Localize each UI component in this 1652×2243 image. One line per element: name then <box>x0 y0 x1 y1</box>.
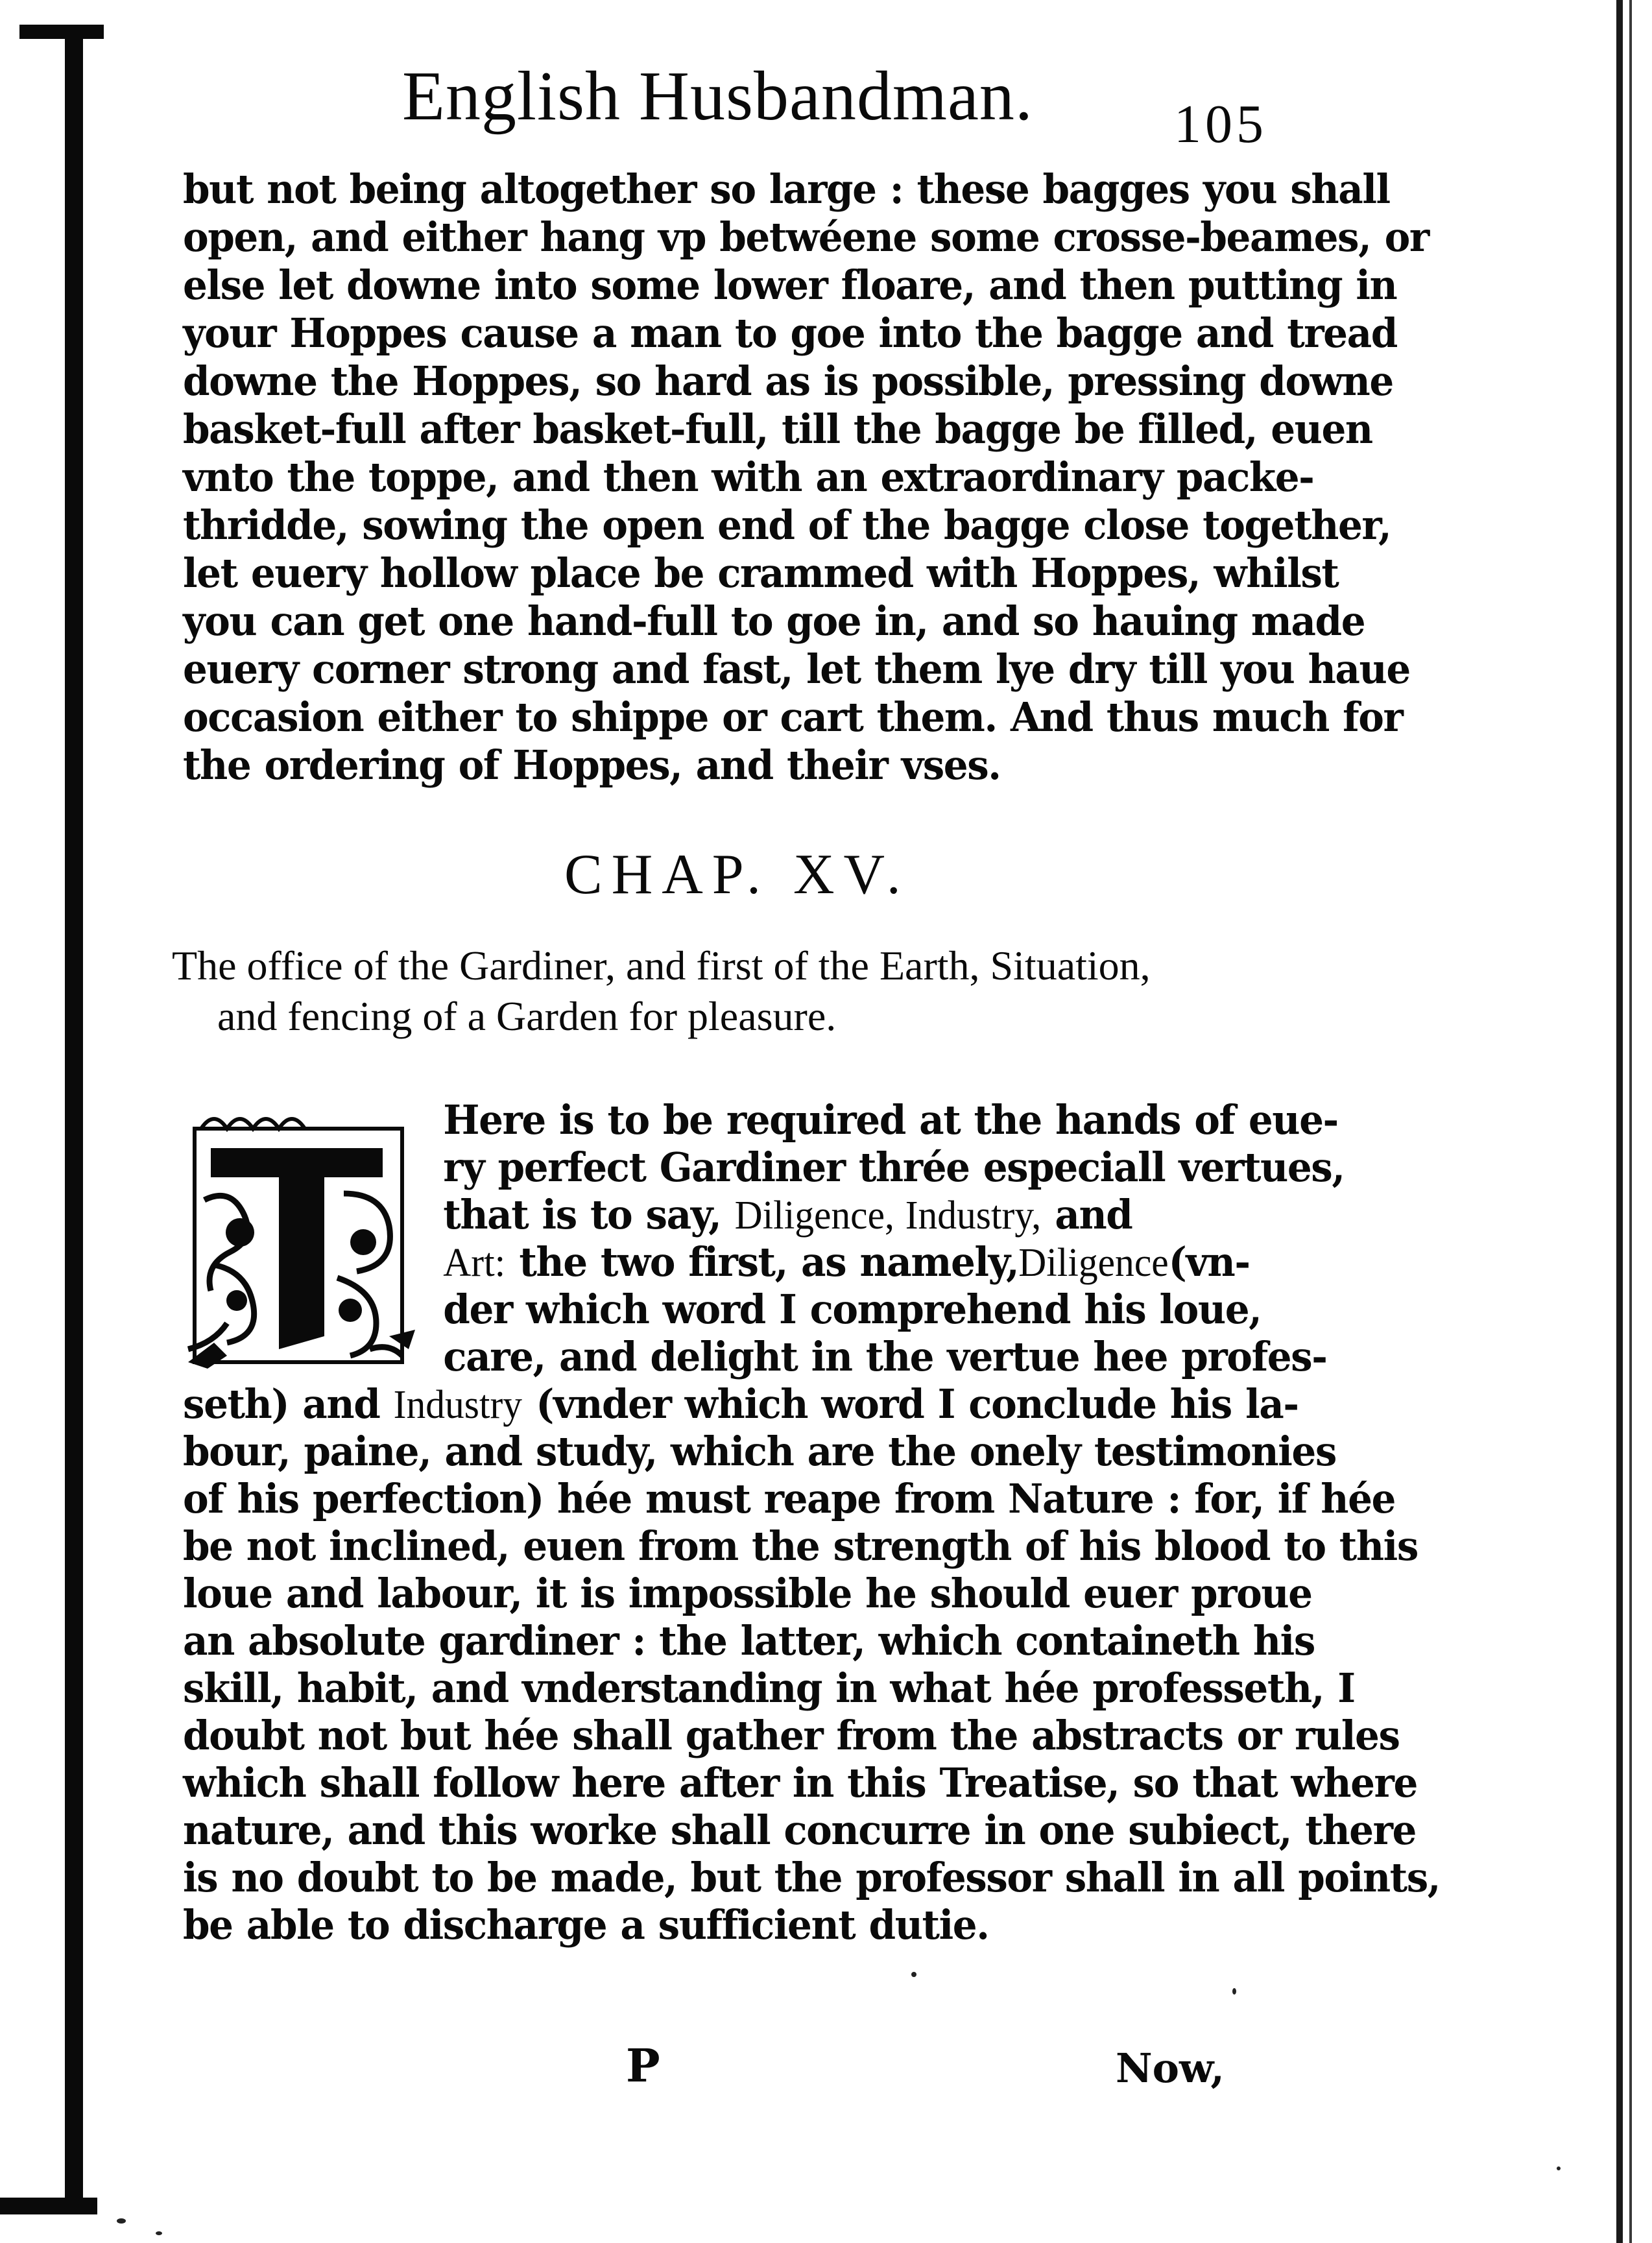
text-line: care, and delight in the vertue hee profes- <box>443 1333 1327 1380</box>
signature-mark: P <box>626 2039 660 2093</box>
continued-text-block <box>183 165 1481 789</box>
text-line <box>183 1238 1440 1286</box>
text-line: vnto the toppe, and then with an extraordinary packe- <box>183 453 1314 501</box>
text-fragment: Industry <box>393 1383 523 1427</box>
text-line: doubt not but hée shall gather from the abstracts or rules <box>183 1712 1400 1759</box>
chapter-title-line-1: The office of the Gardiner, and first of the Earth, Situation, <box>172 942 1151 989</box>
text-line: bour, paine, and study, which are the onely testimonies <box>183 1428 1336 1475</box>
text-line: nature, and this worke shall concurre in one subiect, there <box>183 1806 1416 1854</box>
text-line: the ordering of Hoppes, and their vses. <box>183 741 1001 789</box>
text-fragment: Art: <box>443 1241 506 1285</box>
catchword: Now, <box>1116 2045 1225 2092</box>
text-line: let euery hollow place be crammed with Hoppes, whilst <box>183 549 1339 597</box>
text-fragment: (vnder which word I conclude his la- <box>536 1380 1299 1428</box>
page-number: 105 <box>1174 94 1267 154</box>
text-line: skill, habit, and vnderstanding in what hée professeth, I <box>183 1664 1355 1712</box>
scan-speck <box>911 1972 916 1977</box>
chapter-heading: CHAP. XV. <box>564 843 910 906</box>
text-fragment: and <box>1055 1191 1132 1238</box>
chapter-title <box>172 941 1151 1042</box>
text-line: downe the Hoppes, so hard as is possible, pressing downe <box>183 357 1393 405</box>
scan-speck <box>117 2218 126 2224</box>
text-line: Here is to be required at the hands of eue- <box>443 1096 1338 1144</box>
text-line: else let downe into some lower floare, and then putting in <box>183 261 1397 309</box>
text-line: ry perfect Gardiner thrée especiall vertues, <box>443 1144 1345 1191</box>
scan-speck <box>1557 2166 1561 2170</box>
text-fragment: Diligence, Industry, <box>734 1193 1042 1238</box>
text-line: your Hoppes cause a man to goe into the bagge and tread <box>183 309 1397 357</box>
scan-speck <box>1232 1988 1236 1995</box>
text-fragment: that is to say, <box>443 1191 721 1238</box>
scan-edge-right <box>1616 0 1623 2243</box>
text-fragment: (vn- <box>1168 1238 1250 1286</box>
text-line: thridde, sowing the open end of the bagge close together, <box>183 501 1391 549</box>
text-line: an absolute gardiner : the latter, which containeth his <box>183 1617 1315 1664</box>
text-line: of his perfection) hée must reape from Nature : for, if hée <box>183 1475 1395 1522</box>
scan-border-bottom <box>0 2198 97 2214</box>
text-fragment: Diligence <box>1018 1241 1169 1285</box>
running-head: English Husbandman. <box>402 58 1033 135</box>
text-line: euery corner strong and fast, let them lye dry till you haue <box>183 645 1410 693</box>
text-line: occasion either to shippe or cart them. And thus much for <box>183 693 1403 741</box>
text-line <box>183 1191 1440 1238</box>
text-line <box>183 1380 1440 1428</box>
text-line: der which word I comprehend his loue, <box>443 1286 1262 1333</box>
text-line: loue and labour, it is impossible he should euer proue <box>183 1570 1312 1617</box>
text-line: basket-full after basket-full, till the bagge be filled, euen <box>183 405 1372 453</box>
scan-speck <box>156 2231 162 2235</box>
scan-gutter <box>65 26 83 2212</box>
text-line: be able to discharge a sufficient dutie. <box>183 1901 989 1949</box>
scan-edge-right-inner <box>1629 0 1632 2243</box>
text-fragment: seth) and <box>183 1380 380 1428</box>
text-line: which shall follow here after in this Treatise, so that where <box>183 1759 1417 1806</box>
text-fragment: the two first, as namely, <box>519 1238 1019 1286</box>
text-line: open, and either hang vp betwéene some crosse-beames, or <box>183 213 1429 261</box>
text-line: be not inclined, euen from the strength of his blood to this <box>183 1522 1418 1570</box>
text-line: is no doubt to be made, but the professor shall in all points, <box>183 1854 1441 1901</box>
chapter-title-line-2: and fencing of a Garden for pleasure. <box>217 993 837 1039</box>
text-line: you can get one hand-full to goe in, and so hauing made <box>183 597 1365 645</box>
chapter-body <box>183 1096 1492 1949</box>
text-line: but not being altogether so large : these bagges you shall <box>183 165 1390 213</box>
scan-border-top <box>19 25 104 39</box>
